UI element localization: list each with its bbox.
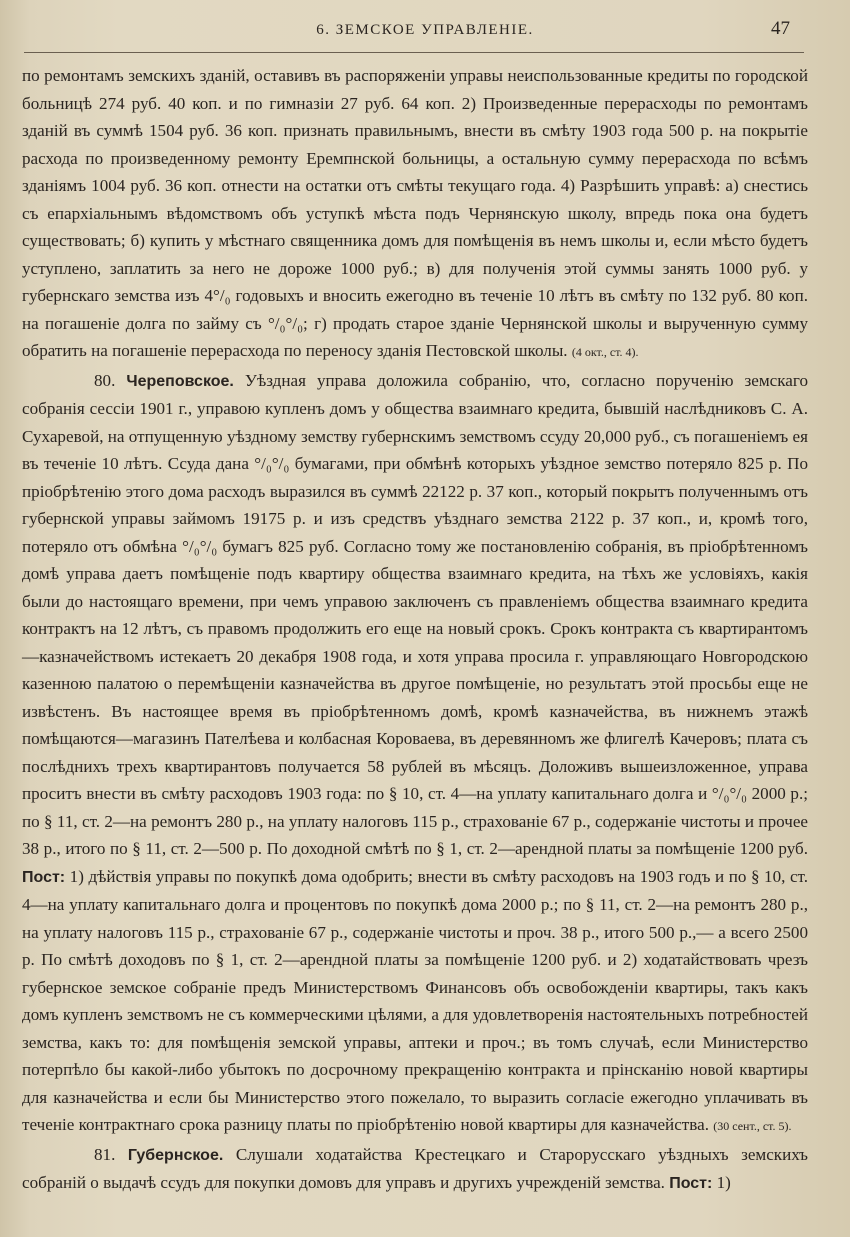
paragraph-81 [22, 1141, 808, 1198]
paragraph-text: Уѣздная управа доложила собранію, что, согласно порученію земскаго собранія сессіи 1901 г., управою купленъ домъ у общества взаимнаго кредита, бывшій наслѣдниковъ С. А. Сухаревой, на отпущенную уѣздному земству губернскимъ земствомъ ссуду 20,000 руб., съ погашеніемъ ея въ теченіе 10 лѣтъ. Ссуда дана °/₀°/₀ бумагами, при обмѣнѣ которыхъ уѣздное земство потеряло 825 р. По пріобрѣтенію этого дома расходъ выразился въ суммѣ 22122 р. 37 коп., который покрытъ полученнымъ отъ губернской управы займомъ 19175 р. и изъ средствъ уѣзднаго земства 2122 р. 37 коп., и, кромѣ того, потеряло отъ обмѣна °/₀°/₀ бумагъ 825 руб. Согласно тому же постановленію собранія, въ пріобрѣтенномъ домѣ управа даетъ помѣщеніе подъ квартиру общества взаимнаго кредита, на тѣхъ же условіяхъ, какія были до настоящаго времени, при чемъ управою заключенъ съ правленіемъ общества взаимнаго кредита контрактъ на 12 лѣтъ, съ правомъ продолжить его еще на новый срокъ. Срокъ контракта съ квартирантомъ—казначействомъ истекаетъ 20 декабря 1908 года, и хотя управа просила г. управляющаго Новгородскою казенною палатою о перемѣщеніи казначейства въ другое помѣщеніе, но результатъ этой просьбы еще не извѣстенъ. Въ настоящее время въ пріобрѣтенномъ домѣ, кромѣ казначейства, въ нижнемъ этажѣ помѣщаются—магазинъ Пателѣева и колбасная Короваева, въ деревянномъ же флигелѣ Качеровъ; плата съ послѣднихъ трехъ квартирантовъ получается 58 рублей въ мѣсяцъ. Доложивъ вышеизложенное, управа проситъ внести въ смѣту расходовъ 1903 года: по § 10, ст. 4—на уплату капитальнаго долга и °/₀°/₀ 2000 р.; по § 11, ст. 2—на ремонтъ 280 р., на уплату налоговъ 115 р., страхованіе 67 р., содержаніе чистоты и прочее 38 р., итого по § 11, ст. 2—500 р. По доходной смѣтѣ по § 1, ст. 2—арендной платы за помѣщеніе 1200 руб. [22, 370, 808, 858]
resolution-text: 1) [716, 1173, 731, 1192]
paragraph-text: по ремонтамъ земскихъ зданій, оставивъ въ распоряженіи управы неиспользованные кредиты по городской больницѣ 274 руб. 40 коп. и по гимназіи 27 руб. 64 коп. 2) Произведенные перерасходы по ремонтамъ зданій въ суммѣ 1504 руб. 36 коп. признать правильнымъ, внести въ смѣту 1903 года 500 р. на покрытіе расхода по произведенному ремонту Еремпнской больницы, а остальную сумму перерасхода по всѣмъ зданіямъ 1004 руб. 36 коп. отнести на остатки отъ смѣты текущаго года. 4) Разрѣшить управѣ: а) снестись съ епархіальнымъ вѣдомствомъ объ уступкѣ мѣста подъ Чернянскую школу, впредь пока она будетъ существовать; б) купить у мѣстнаго священника домъ для помѣщенія въ немъ школы и, если мѣсто будетъ уступлено, заплатить за него не дороже 1000 руб.; в) для полученія этой суммы занять 1000 руб. у губернскаго земства изъ 4°/₀ годовыхъ и вносить ежегодно въ теченіе 10 лѣтъ въ смѣту по 132 руб. 80 коп. на погашеніе долга по займу съ °/₀°/₀; г) продать старое зданіе Чернянской школы и вырученную сумму обратить на погашеніе перерасхода по переносу зданія Пестовской школы. [22, 66, 808, 360]
date-reference: (30 сент., ст. 5). [713, 1119, 792, 1133]
section-label: Череповское. [126, 372, 234, 390]
page-number: 47 [771, 18, 790, 39]
paragraph-number: 81. [94, 1144, 116, 1164]
date-reference: (4 окт., ст. 4). [571, 345, 639, 359]
resolution-text: 1) дѣйствія управы по покупкѣ дома одобрить; внести въ смѣту расходовъ на 1903 годъ и по § 10, ст. 4—на уплату капитальнаго долга и процентовъ по покупкѣ дома 2000 р.; по § 11, ст. 2—на ремонтъ 280 р., на уплату налоговъ 115 р., страхованіе 67 р., содержаніе чистоты и проч. 38 р., итого 500 р.,— а всего 2500 р. По смѣтѣ доходовъ по § 1, ст. 2—арендной платы за помѣщеніе 1200 руб. и 2) ходатайствовать чрезъ губернское земское собраніе предъ Министерствомъ Финансовъ объ освобожденіи квартиры, такъ какъ домъ купленъ земствомъ не съ коммерческими цѣлями, а для удовлетворенія настоятельныхъ потребностей земства, какъ то: для помѣщенія земской управы, аптеки и проч.; въ томъ случаѣ, если Министерство потерпѣло бы какой-либо убытокъ по досрочному прекращенію контракта и прінсканію новой квартиры для казначейства и если бы Министерство этого пожелало, то выразить согласіе ежегодно уплачивать въ теченіе контрактнаго срока разницу платы по пріобрѣтенію новой квартиры для казначейства. [22, 866, 808, 1134]
body-text [22, 62, 808, 1198]
page-header [0, 18, 850, 46]
section-label: Губернское. [127, 1146, 224, 1164]
resolution-label: Пост: [669, 1175, 713, 1192]
paragraph-80 [22, 367, 808, 1141]
resolution-label: Пост: [22, 868, 66, 886]
header-rule [24, 52, 804, 53]
running-head: 6. ЗЕМСКОЕ УПРАВЛЕНІЕ. [316, 22, 534, 38]
paragraph-text: Слушали ходатайства Крестецкаго и Старорусскаго уѣздныхъ земскихъ собраній о выдачѣ ссудъ для покупки домовъ для управъ и другихъ учрежденій земства. [22, 1144, 808, 1192]
paragraph-number: 80. [94, 370, 116, 390]
paragraph-continuation [22, 62, 808, 367]
